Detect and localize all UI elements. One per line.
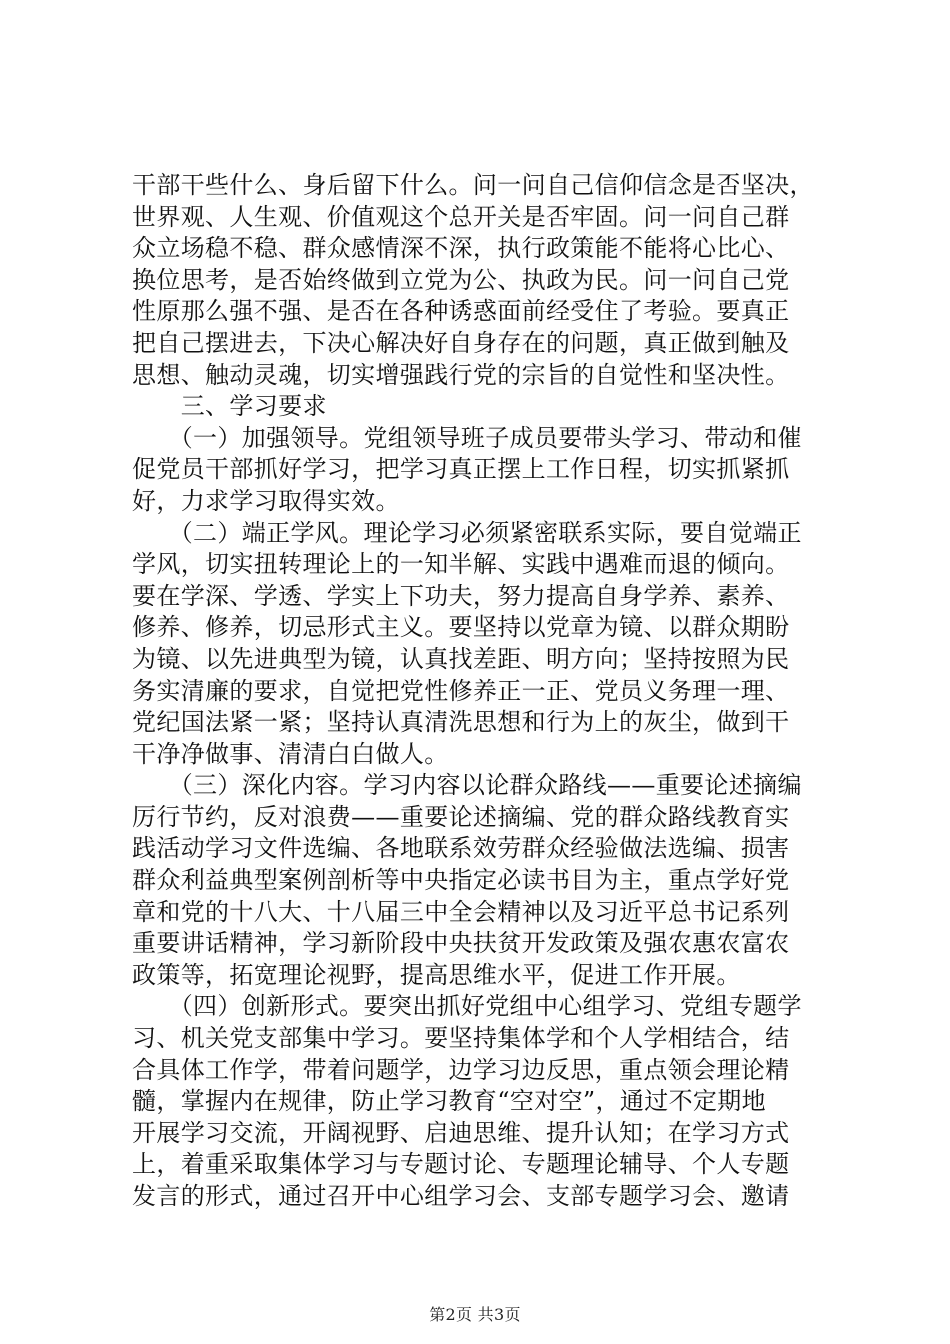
text-line: 党纪国法紧一紧；坚持认真清洗思想和行为上的灰尘，做到干: [132, 708, 790, 737]
text-line: 为镜、以先进典型为镜，认真找差距、明方向；坚持按照为民: [132, 644, 790, 673]
text-line: 修养、修养，切忌形式主义。要坚持以党章为镜、以群众期盼: [132, 613, 790, 642]
text-line: 务实清廉的要求，自觉把党性修养正一正、党员义务理一理、: [132, 676, 790, 705]
text-line: 践活动学习文件选编、各地联系效劳群众经验做法选编、损害: [132, 834, 790, 863]
text-line: 开展学习交流，开阔视野、启迪思维、提升认知；在学习方式: [132, 1118, 790, 1147]
text-line: 思想、触动灵魂，切实增强践行党的宗旨的自觉性和坚决性。: [132, 360, 790, 389]
text-line: 性原那么强不强、是否在各种诱惑面前经受住了考验。要真正: [132, 297, 790, 326]
section-heading: 三、学习要求: [132, 392, 327, 421]
text-line: 习、机关党支部集中学习。要坚持集体学和个人学相结合，结: [132, 1024, 790, 1053]
text-line: 章和党的十八大、十八届三中全会精神以及习近平总书记系列: [132, 897, 790, 926]
document-body: [132, 170, 832, 1213]
page-footer: 第2页 共3页: [429, 1305, 521, 1324]
text-line: 干净净做事、清清白白做人。: [132, 739, 449, 768]
text-line: 重要讲话精神，学习新阶段中央扶贫开发政策及强农惠农富农: [132, 929, 790, 958]
text-line: 世界观、人生观、价值观这个总开关是否牢固。问一问自己群: [132, 202, 790, 231]
text-line: （一）加强领导。党组领导班子成员要带头学习、带动和催: [132, 423, 802, 452]
text-line: 学风，切实扭转理论上的一知半解、实践中遇难而退的倾向。: [132, 550, 790, 579]
text-line: （三）深化内容。学习内容以论群众路线——重要论述摘编: [132, 771, 802, 800]
text-line: 合具体工作学，带着问题学，边学习边反思，重点领会理论精: [132, 1055, 790, 1084]
text-line: 要在学深、学透、学实上下功夫，努力提高自身学养、素养、: [132, 581, 790, 610]
text-line: 换位思考，是否始终做到立党为公、执政为民。问一问自己党: [132, 265, 790, 294]
text-line: 政策等，拓宽理论视野，提高思维水平，促进工作开展。: [132, 960, 741, 989]
text-line: （二）端正学风。理论学习必须紧密联系实际，要自觉端正: [132, 518, 802, 547]
text-line: 众立场稳不稳、群众感情深不深，执行政策能不能将心比心、: [132, 234, 790, 263]
text-line: 发言的形式，通过召开中心组学习会、支部专题学习会、邀请: [132, 1182, 790, 1210]
text-line: 促党员干部抓好学习，把学习真正摆上工作日程，切实抓紧抓: [132, 455, 790, 484]
text-line: 厉行节约，反对浪费——重要论述摘编、党的群众路线教育实: [132, 802, 790, 831]
text-line: 上，着重采取集体学习与专题讨论、专题理论辅导、个人专题: [132, 1150, 790, 1179]
text-line: 群众利益典型案例剖析等中央指定必读书目为主，重点学好党: [132, 866, 790, 895]
text-line: 把自己摆进去，下决心解决好自身存在的问题，真正做到触及: [132, 328, 790, 357]
text-line: （四）创新形式。要突出抓好党组中心组学习、党组专题学: [132, 992, 802, 1021]
text-line: 好，力求学习取得实效。: [132, 486, 400, 515]
text-line: 干部干些什么、身后留下什么。问一问自己信仰信念是否坚决，: [132, 171, 814, 199]
text-line: 髓，掌握内在规律，防止学习教育“空对空”，通过不定期地: [132, 1087, 766, 1116]
